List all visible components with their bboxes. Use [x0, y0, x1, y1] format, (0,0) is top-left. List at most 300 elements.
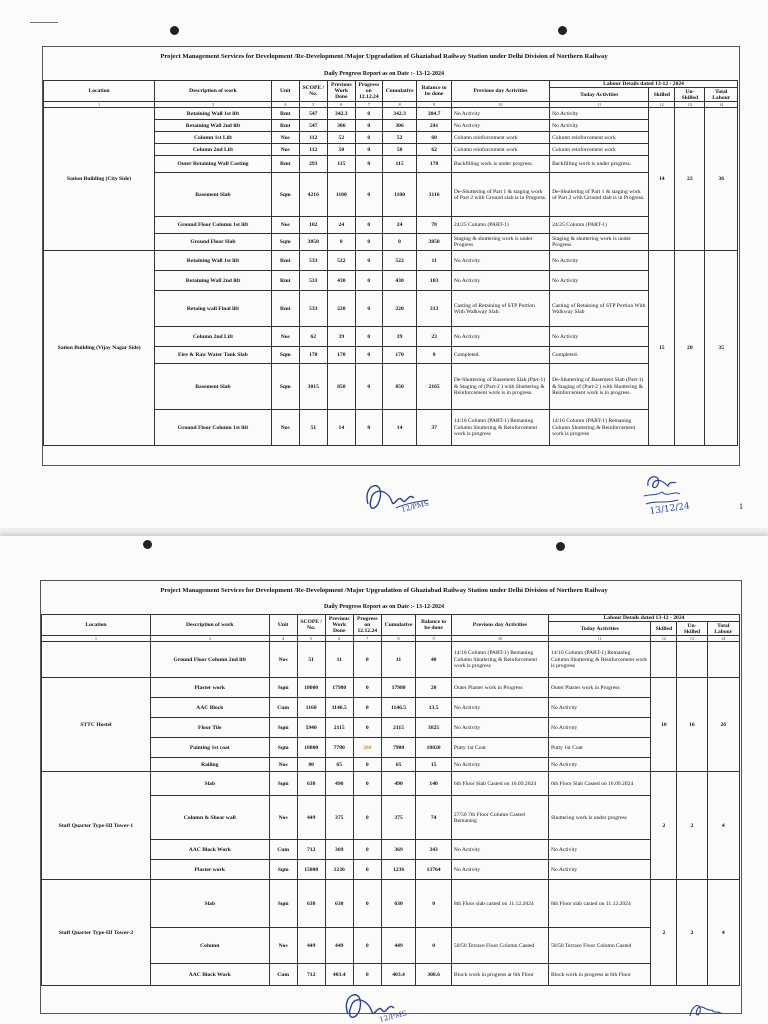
total-labour: 4 [707, 880, 739, 986]
previous-cell: 50 [327, 144, 355, 156]
previous-cell: 170 [327, 347, 355, 364]
scope-cell: 533 [299, 291, 327, 327]
progress-cell: 0 [355, 327, 382, 347]
previous-activity: Column reinforcement work [451, 132, 549, 144]
previous-cell: 0 [327, 234, 355, 251]
work-description: Ground Floor Column 1st lift [155, 410, 272, 446]
header-progress: Progress on 12.12.24 [355, 81, 382, 102]
scope-cell: 80 [297, 758, 325, 772]
table-row [42, 642, 740, 678]
skilled-count: 10 [651, 678, 677, 772]
header-unskilled: Un-Skilled [675, 88, 705, 102]
header-cumulative: Cumulative [382, 81, 417, 102]
skilled-count: 2 [651, 772, 677, 880]
today-activity: De-Shuttering of Part 1 & staging work of Part 2 with Ground slab is in Progress. [550, 173, 649, 217]
unit-cell: Nos [269, 796, 297, 840]
work-description: Slab [150, 772, 269, 796]
unit-cell: Rmt [271, 120, 299, 132]
header-prev-activities: Previous day Activities [451, 615, 548, 636]
scope-cell: 712 [297, 964, 325, 986]
cumulative-cell: 14 [382, 410, 417, 446]
unit-cell: Nos [269, 928, 297, 964]
unskilled-count: 2 [677, 880, 707, 986]
cumulative-cell: 375 [381, 796, 416, 840]
header-previous: Previous Work Done [325, 615, 353, 636]
work-description: Retaining Wall 2nd lift [155, 271, 272, 291]
report-subtitle: Daily Progress Report as on Date :- 13-12-2024 [324, 604, 444, 610]
progress-cell: 0 [355, 156, 382, 173]
unit-cell: Nos [271, 217, 299, 234]
work-description: Ground Floor Slab [155, 234, 272, 251]
today-activity: No Activity [550, 327, 649, 347]
punch-hole-right [558, 26, 567, 35]
work-description: Column 1st Lift [155, 132, 272, 144]
previous-activity: No Activity [451, 251, 549, 271]
progress-cell: 0 [353, 840, 381, 860]
balance-cell: 0 [416, 928, 452, 964]
unskilled-count: 22 [675, 108, 705, 251]
header-labour-group: Labour Details dated 13-12 - 2024 [548, 615, 739, 622]
cumulative-cell: 50 [382, 144, 417, 156]
total-empty [707, 642, 739, 678]
table-row [42, 678, 740, 698]
total-labour: 4 [707, 772, 739, 880]
previous-cell: 522 [327, 251, 355, 271]
balance-cell: 204.7 [417, 108, 452, 120]
progress-cell: 0 [355, 364, 382, 410]
previous-cell: 39 [327, 327, 355, 347]
scope-cell: 15000 [297, 860, 325, 880]
cumulative-cell: 630 [381, 880, 416, 928]
scope-cell: 51 [299, 410, 327, 446]
index-cell: 12 [651, 636, 677, 642]
unskilled-count: 2 [677, 772, 707, 880]
today-activity: No Activity [550, 120, 649, 132]
unit-cell: Rmt [271, 108, 299, 120]
work-description: Column [150, 928, 269, 964]
header-location: Location [44, 81, 155, 102]
previous-activity: No Activity [451, 860, 548, 880]
progress-cell: 0 [355, 234, 382, 251]
index-cell: 8 [382, 102, 417, 108]
cumulative-cell: 65 [381, 758, 416, 772]
balance-cell: 78 [417, 217, 452, 234]
work-description: AAC Block Work [150, 964, 269, 986]
unskilled-empty [677, 642, 707, 678]
work-description: Retaining Wall 1st lift [155, 108, 272, 120]
svg-text:12/PMS: 12/PMS [378, 1009, 408, 1024]
location-cell: Sation Building (City Side) [44, 108, 155, 251]
today-activity: 6th Floor Slab Casted on 16.09.2024 [548, 772, 650, 796]
progress-cell: 0 [355, 108, 382, 120]
today-activity: No Activity [548, 698, 650, 718]
unit-cell: Sqm [271, 234, 299, 251]
balance-cell: 3116 [417, 173, 452, 217]
previous-activity: Backfilling work is under progress. [451, 156, 549, 173]
today-activity: Casting of Retaining of STP Portion With Walkway Slab [550, 291, 649, 327]
header-skilled: Skilled [649, 88, 675, 102]
previous-activity: No Activity [451, 698, 548, 718]
previous-activity: Completed. [451, 347, 549, 364]
location-cell-empty [42, 642, 151, 678]
previous-activity: De-Shuttering of Basement Slab (Part-1) & Staging of (Part-2 ) with Shuttering & Reinforcement work is in progress. [451, 364, 549, 410]
previous-activity: 8th Floor slab casted on 11.12.2024 [451, 880, 548, 928]
total-labour: 26 [707, 678, 739, 772]
balance-cell: 0 [417, 347, 452, 364]
previous-cell: 11 [325, 642, 353, 678]
previous-cell: 52 [327, 132, 355, 144]
balance-cell: 62 [417, 144, 452, 156]
previous-activity: Staging & shuttering work is under Progress [451, 234, 549, 251]
previous-cell: 7780 [325, 738, 353, 758]
header-today: Today Activities [548, 622, 650, 636]
index-cell: 9 [416, 636, 452, 642]
header-balance: Balance to be done [417, 81, 452, 102]
unit-cell: Sqm [269, 772, 297, 796]
scope-cell: 62 [299, 327, 327, 347]
previous-activity: 50/50 Terrace Floor Column Casted [451, 928, 548, 964]
work-description: Column 2nd Lift [155, 327, 272, 347]
corner-mark [30, 22, 58, 23]
scope-cell: 3015 [299, 364, 327, 410]
index-cell: 3 [150, 636, 269, 642]
previous-cell: 1100 [327, 173, 355, 217]
today-activity: Column reinforcement work [550, 144, 649, 156]
unit-cell: Rmt [271, 156, 299, 173]
header-total: Total Labour [707, 622, 739, 636]
progress-cell: 0 [355, 291, 382, 327]
previous-activity: De-Shuttering of Part 1 & staging work of Part 2 with Ground slab is in Progress. [451, 173, 549, 217]
unskilled-count: 20 [675, 251, 705, 446]
progress-cell: 0 [355, 173, 382, 217]
progress-cell: 0 [355, 251, 382, 271]
cumulative-cell: 1146.5 [381, 698, 416, 718]
previous-cell: 342.3 [327, 108, 355, 120]
today-activity: 50/50 Terrace Floor Column Casted [548, 928, 650, 964]
today-activity: Column reinforcement work [550, 132, 649, 144]
previous-activity: No Activity [451, 718, 548, 738]
work-description: Ground Floor Column 1st lift [155, 217, 272, 234]
scope-cell: 630 [297, 880, 325, 928]
cumulative-cell: 369 [381, 840, 416, 860]
table-row [42, 772, 740, 796]
index-cell: 10 [451, 636, 548, 642]
scope-cell: 293 [299, 156, 327, 173]
today-activity: Completed. [550, 347, 649, 364]
work-description: Floor Tile [150, 718, 269, 738]
cumulative-cell: 115 [382, 156, 417, 173]
cumulative-cell: 17980 [381, 678, 416, 698]
progress-cell: 200 [353, 738, 381, 758]
index-cell: 5 [297, 636, 325, 642]
scope-cell: 533 [299, 251, 327, 271]
balance-cell: 3850 [417, 234, 452, 251]
header-unit: Unit [269, 615, 297, 636]
punch-hole-left [170, 26, 179, 35]
previous-cell: 430 [327, 271, 355, 291]
previous-activity: No Activity [451, 120, 549, 132]
index-cell: 10 [451, 102, 549, 108]
cumulative-cell: 11 [381, 642, 416, 678]
cumulative-cell: 1100 [382, 173, 417, 217]
unit-cell: Cum [269, 698, 297, 718]
unit-cell: Nos [271, 327, 299, 347]
work-description: AAC Block Work [150, 840, 269, 860]
progress-cell: 0 [353, 880, 381, 928]
today-activity: No Activity [548, 840, 650, 860]
cumulative-cell: 449 [381, 928, 416, 964]
previous-cell: 1236 [325, 860, 353, 880]
progress-cell: 0 [353, 642, 381, 678]
cumulative-cell: 306 [382, 120, 417, 132]
header-scope: SCOPE / No. [299, 81, 327, 102]
previous-cell: 306 [327, 120, 355, 132]
work-description: Column & Shear wall [150, 796, 269, 840]
scope-cell: 18000 [297, 738, 325, 758]
balance-cell: 140 [416, 772, 452, 796]
index-cell: 8 [381, 636, 416, 642]
table-row [44, 251, 738, 271]
unit-cell: Cum [269, 964, 297, 986]
index-cell: 1 [42, 636, 151, 642]
report-title: Project Management Services for Development /Re-Development /Major Upgradation of Ghaziabad Railway Station under Delhi Division of Northern Railway [160, 53, 608, 60]
total-labour: 36 [705, 108, 738, 251]
svg-text:12/PMS: 12/PMS [400, 499, 430, 514]
cumulative-cell: 0 [382, 234, 417, 251]
unit-cell: Sqm [271, 364, 299, 410]
progress-cell: 0 [355, 144, 382, 156]
work-description: Retaing wall Final lift [155, 291, 272, 327]
balance-cell: 40 [416, 642, 452, 678]
balance-cell: 2165 [417, 364, 452, 410]
index-cell: 13 [677, 636, 707, 642]
location-cell: Sation Building (Vijay Nagar Side) [44, 251, 155, 446]
balance-cell: 23 [417, 327, 452, 347]
previous-cell: 24 [327, 217, 355, 234]
index-cell: 14 [705, 102, 738, 108]
scope-cell: 449 [297, 928, 325, 964]
balance-cell: 13.5 [416, 698, 452, 718]
previous-cell: 2115 [325, 718, 353, 738]
cumulative-cell: 522 [382, 251, 417, 271]
today-activity: Block work in progress at 6th Floor [548, 964, 650, 986]
scope-cell: 170 [299, 347, 327, 364]
progress-cell: 0 [355, 271, 382, 291]
scope-cell: 712 [297, 840, 325, 860]
progress-cell: 0 [353, 964, 381, 986]
previous-cell: 1146.5 [325, 698, 353, 718]
work-description: Ground Floor Column 2nd lift [150, 642, 269, 678]
balance-cell: 10020 [416, 738, 452, 758]
index-cell: 11 [550, 102, 649, 108]
index-cell: 1 [44, 102, 155, 108]
balance-cell: 3825 [416, 718, 452, 738]
previous-activity: No Activity [451, 271, 549, 291]
header-description: Description of work [150, 615, 269, 636]
balance-cell: 103 [417, 271, 452, 291]
progress-cell: 0 [353, 860, 381, 880]
balance-cell: 74 [416, 796, 452, 840]
table-row [44, 108, 738, 120]
signature-left-page2 [336, 982, 426, 1024]
today-activity: Shuttering work is under progress [548, 796, 650, 840]
previous-cell: 403.4 [325, 964, 353, 986]
today-activity: De-Shuttering of Basement Slab (Part-1) & Staging of (Part-2 ) with Shuttering & Reinforcement work is in progress. [550, 364, 649, 410]
previous-cell: 850 [327, 364, 355, 410]
balance-cell: 13764 [416, 860, 452, 880]
previous-cell: 375 [325, 796, 353, 840]
signature-right-page2 [686, 996, 726, 1024]
previous-activity: No Activity [451, 758, 548, 772]
today-activity: 14/16 Column (PART-1) Remaning Column Shuttering & Reinforcement work is progress [548, 642, 650, 678]
index-cell: 7 [353, 636, 381, 642]
work-description: Basement Slab [155, 364, 272, 410]
index-cell: 4 [269, 636, 297, 642]
previous-activity: Casting of Retaining of STP Portion With Walkway Slab. [451, 291, 549, 327]
work-description: Retaining Wall 1st lift [155, 251, 272, 271]
work-description: Fire & Raw Water Tank Slab [155, 347, 272, 364]
cumulative-cell: 2115 [381, 718, 416, 738]
index-cell: 14 [707, 636, 739, 642]
previous-activity: Putty 1st Coat [451, 738, 548, 758]
unit-cell: Sqm [269, 880, 297, 928]
cumulative-cell: 7980 [381, 738, 416, 758]
header-scope: SCOPE / No. [297, 615, 325, 636]
balance-cell: 60 [417, 132, 452, 144]
location-cell: Staff Quarter Type-III Tower-2 [42, 880, 151, 986]
header-location: Location [42, 615, 151, 636]
scope-cell: 51 [297, 642, 325, 678]
report-page-2 [0, 536, 768, 1024]
index-cell: 7 [355, 102, 382, 108]
today-activity: No Activity [548, 718, 650, 738]
report-title: Project Management Services for Development /Re-Development /Major Upgradation of Ghaziabad Railway Station under Delhi Division of Northern Railway [160, 587, 608, 594]
progress-cell: 0 [355, 120, 382, 132]
skilled-count: 14 [649, 108, 675, 251]
previous-activity: Block work in progress at 6th Floor [451, 964, 548, 986]
report-subtitle: Daily Progress Report as on Date :- 13-12-2024 [324, 71, 444, 77]
unit-cell: Nos [271, 132, 299, 144]
header-labour-group: Labour Details dated 13-12 - 2024 [550, 81, 738, 88]
cumulative-cell: 220 [382, 291, 417, 327]
scope-cell: 112 [299, 144, 327, 156]
previous-activity: 6th Floor Slab Casted on 16.09.2024 [451, 772, 548, 796]
header-total: Total Labour [705, 88, 738, 102]
progress-cell: 0 [353, 772, 381, 796]
unit-cell: Nos [269, 642, 297, 678]
previous-activity: No Activity [451, 327, 549, 347]
unit-cell: Sqm [269, 738, 297, 758]
today-activity: No Activity [548, 758, 650, 772]
unskilled-count: 16 [677, 678, 707, 772]
previous-activity: 27/50 7th Floor Column Casted Remaning [451, 796, 548, 840]
index-cell: 13 [675, 102, 705, 108]
header-unskilled: Un-Skilled [677, 622, 707, 636]
header-cumulative: Cumulative [381, 615, 416, 636]
header-balance: Balance to be done [416, 615, 452, 636]
index-cell: 6 [325, 636, 353, 642]
index-cell: 4 [271, 102, 299, 108]
today-activity: Outer Plaster work in Progress [548, 678, 650, 698]
balance-cell: 15 [416, 758, 452, 772]
previous-activity: 14/16 Column (PART-1) Remaning Column Shuttering & Reinforcement work is progress [451, 642, 548, 678]
today-activity: Staging & shuttering work is under Progress [550, 234, 649, 251]
work-description: AAC Block [150, 698, 269, 718]
previous-activity: No Activity [451, 840, 548, 860]
cumulative-cell: 403.4 [381, 964, 416, 986]
progress-cell: 0 [353, 678, 381, 698]
balance-cell: 343 [416, 840, 452, 860]
scope-cell: 547 [299, 108, 327, 120]
balance-cell: 241 [417, 120, 452, 132]
index-cell: 5 [299, 102, 327, 108]
scope-cell: 1160 [297, 698, 325, 718]
progress-cell: 0 [353, 928, 381, 964]
page-number: 1 [739, 502, 743, 511]
balance-cell: 0 [416, 880, 452, 928]
progress-cell: 0 [355, 410, 382, 446]
scope-cell: 5940 [297, 718, 325, 738]
punch-hole-left [143, 540, 152, 549]
cumulative-cell: 1236 [381, 860, 416, 880]
previous-activity: 14/16 Column (PART-1) Remaning Column Shuttering & Reinforcement work is progress [451, 410, 549, 446]
unit-cell: Nos [271, 410, 299, 446]
today-activity: 14/16 Column (PART-1) Remaning Column Shuttering & Reinforcement work is progress [550, 410, 649, 446]
today-activity: 8th Floor slab casted on 11.12.2024 [548, 880, 650, 928]
previous-activity: Outer Plaster work in Progress [451, 678, 548, 698]
index-cell: 12 [649, 102, 675, 108]
work-description: Outer Retaining Wall Casting [155, 156, 272, 173]
cumulative-cell: 430 [382, 271, 417, 291]
previous-cell: 65 [325, 758, 353, 772]
previous-cell: 490 [325, 772, 353, 796]
work-description: Column 2nd Lift [155, 144, 272, 156]
index-cell: 6 [327, 102, 355, 108]
previous-cell: 220 [327, 291, 355, 327]
svg-text:13/12/24: 13/12/24 [649, 501, 691, 517]
unit-cell: Sqm [271, 173, 299, 217]
previous-activity: No Activity [451, 108, 549, 120]
work-description: Basement Slab [155, 173, 272, 217]
today-activity: Backfilling work is under progress. [550, 156, 649, 173]
table-row [42, 880, 740, 928]
progress-cell: 0 [355, 217, 382, 234]
today-activity: No Activity [548, 860, 650, 880]
previous-cell: 630 [325, 880, 353, 928]
today-activity: No Activity [550, 251, 649, 271]
unit-cell: Cum [269, 840, 297, 860]
header-today: Today Activities [550, 88, 649, 102]
progress-cell: 0 [353, 796, 381, 840]
unit-cell: Rmt [271, 251, 299, 271]
work-description: Retaining Wall 2nd lift [155, 120, 272, 132]
progress-cell: 0 [355, 132, 382, 144]
cumulative-cell: 850 [382, 364, 417, 410]
previous-activity: 24/25 Column (PART-1) [451, 217, 549, 234]
previous-cell: 449 [325, 928, 353, 964]
progress-cell: 0 [353, 718, 381, 738]
scope-cell: 547 [299, 120, 327, 132]
cumulative-cell: 52 [382, 132, 417, 144]
index-cell: 11 [548, 636, 650, 642]
cumulative-cell: 24 [382, 217, 417, 234]
header-previous: Previous Work Done [327, 81, 355, 102]
skilled-count: 15 [649, 251, 675, 446]
cumulative-cell: 490 [381, 772, 416, 796]
header-prev-activities: Previous day Activities [451, 81, 549, 102]
today-activity: No Activity [550, 108, 649, 120]
unit-cell: Sqm [269, 860, 297, 880]
